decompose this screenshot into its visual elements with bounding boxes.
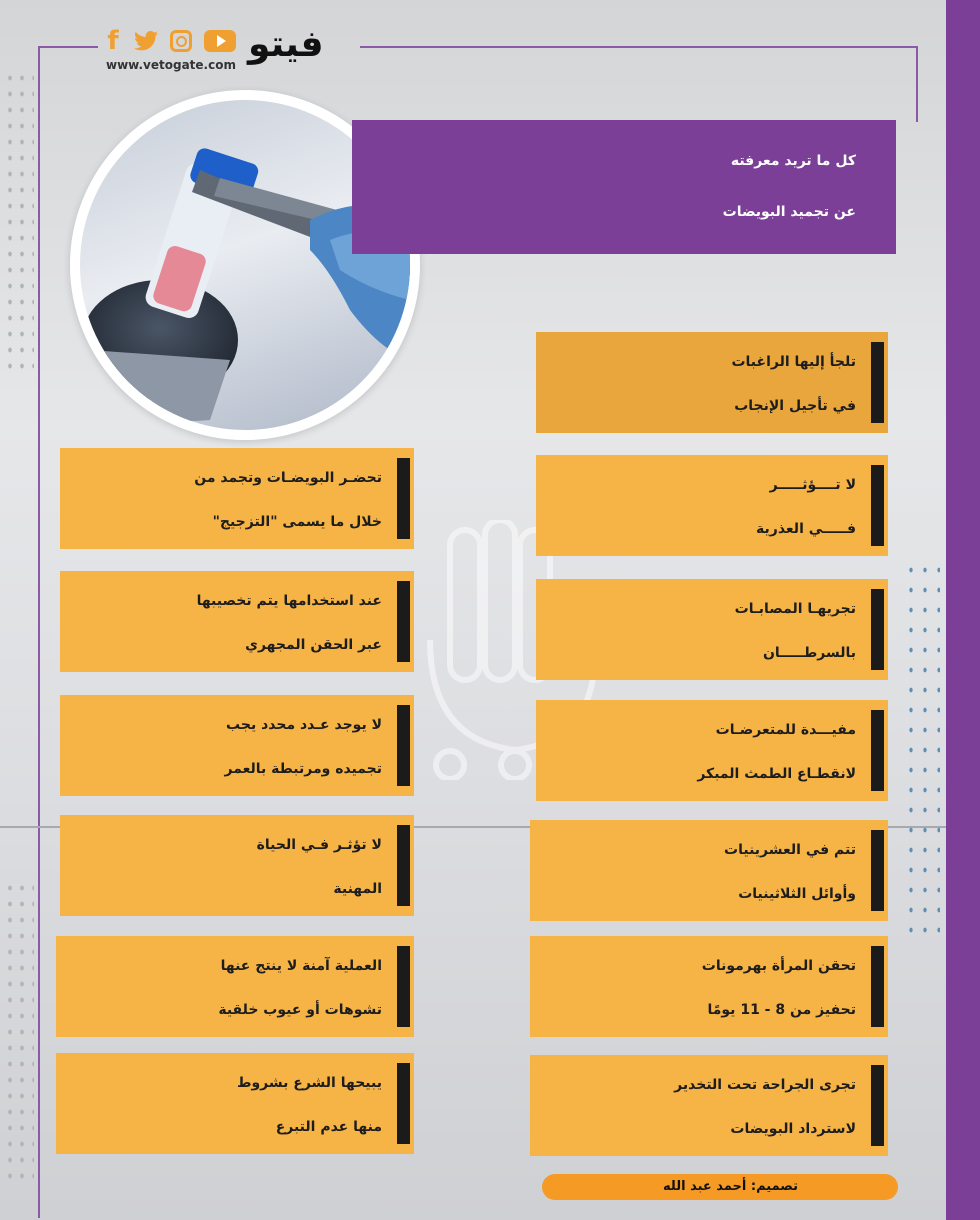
dot-pattern-blue	[904, 560, 940, 940]
card-bar	[871, 946, 884, 1027]
twitter-icon[interactable]	[134, 31, 158, 51]
fact-text-line2: خلال ما يسمى "التزجيج"	[212, 514, 382, 530]
fact-card-right-5	[530, 820, 888, 921]
fact-card-left-2	[60, 571, 414, 672]
frame-top-line-left	[38, 46, 98, 48]
fact-text-line1: لا تــــؤثـــــر	[769, 477, 856, 493]
instagram-icon[interactable]	[170, 30, 192, 52]
card-bar	[871, 342, 884, 423]
fact-card-left-3	[60, 695, 414, 796]
fact-text-line1: تتم في العشرينيات	[724, 842, 856, 858]
frame-left-line	[38, 46, 40, 1218]
youtube-icon[interactable]	[204, 30, 236, 52]
card-bar	[871, 589, 884, 670]
fact-text-line1: مفيـــدة للمتعرضـات	[715, 722, 856, 738]
frame-top-line	[360, 46, 918, 48]
frame-right-line	[916, 46, 918, 122]
fact-card-right-7	[530, 1055, 888, 1156]
fact-text-line2: عبر الحقن المجهري	[245, 637, 382, 653]
fact-card-right-4	[536, 700, 888, 801]
fact-card-right-1	[536, 332, 888, 433]
design-credit: تصميم: أحمد عبد الله	[542, 1174, 898, 1200]
fact-text-line1: تجرى الجراحة تحت التخدير	[674, 1077, 856, 1093]
logo: فيتو	[248, 24, 324, 65]
social-icons	[104, 26, 236, 56]
card-bar	[397, 946, 410, 1027]
card-bar	[397, 581, 410, 662]
fact-text-line2: بالسرطـــــان	[762, 645, 856, 661]
fact-text-line2: منها عدم التبرع	[275, 1119, 382, 1135]
fact-text-line1: العملية آمنة لا ينتج عنها	[220, 958, 382, 974]
card-bar	[397, 458, 410, 539]
fact-text-line1: يبيحها الشرع بشروط	[236, 1075, 382, 1091]
dot-pattern	[4, 70, 34, 370]
fact-text-line1: تلجأ إليها الراغبات	[731, 354, 856, 370]
card-bar	[397, 1063, 410, 1144]
fact-card-right-3	[536, 579, 888, 680]
fact-card-left-6	[56, 1053, 414, 1154]
fact-text-line1: لا يوجد عـدد محدد يجب	[226, 717, 382, 733]
fact-text-line2: تحفيز من 8 - 11 يومًا	[707, 1002, 856, 1018]
fact-text-line1: تحضـر البويضـات وتجمد من	[194, 470, 382, 486]
website-url[interactable]: www.vetogate.com	[106, 58, 236, 72]
fact-text-line1: تحقن المرأة بهرمونات	[701, 958, 856, 974]
fact-text-line2: لانقطـاع الطمث المبكر	[697, 766, 856, 782]
side-stripe	[946, 0, 980, 1220]
card-bar	[871, 830, 884, 911]
card-bar	[871, 465, 884, 546]
title-line-2: عن تجميد البويضات	[722, 204, 856, 220]
card-bar	[397, 705, 410, 786]
fact-text-line2: تجميده ومرتبطة بالعمر	[224, 761, 382, 777]
fact-text-line2: المهنية	[333, 881, 382, 897]
dot-pattern	[4, 880, 34, 1180]
facebook-icon[interactable]: f	[107, 26, 119, 56]
fact-text-line2: في تأجيل الإنجاب	[734, 398, 856, 414]
fact-card-right-2	[536, 455, 888, 556]
fact-text-line1: لا تؤثـر فـي الحياة	[256, 837, 382, 853]
fact-text-line1: تجريهـا المصابـات	[734, 601, 856, 617]
fact-card-left-1	[60, 448, 414, 549]
fact-card-right-6	[530, 936, 888, 1037]
card-bar	[871, 1065, 884, 1146]
card-bar	[397, 825, 410, 906]
fact-card-left-4	[60, 815, 414, 916]
fact-text-line2: وأوائل الثلاثينيات	[738, 886, 856, 902]
fact-text-line2: تشوهات أو عيوب خلقية	[218, 1002, 382, 1018]
fact-text-line2: لاسترداد البويضات	[730, 1121, 856, 1137]
fact-card-left-5	[56, 936, 414, 1037]
fact-text-line1: عند استخدامها يتم تخصيبها	[196, 593, 382, 609]
card-bar	[871, 710, 884, 791]
page-title	[352, 120, 896, 254]
fact-text-line2: فـــــي العذرية	[756, 521, 856, 537]
title-line-1: كل ما تريد معرفته	[730, 153, 856, 169]
